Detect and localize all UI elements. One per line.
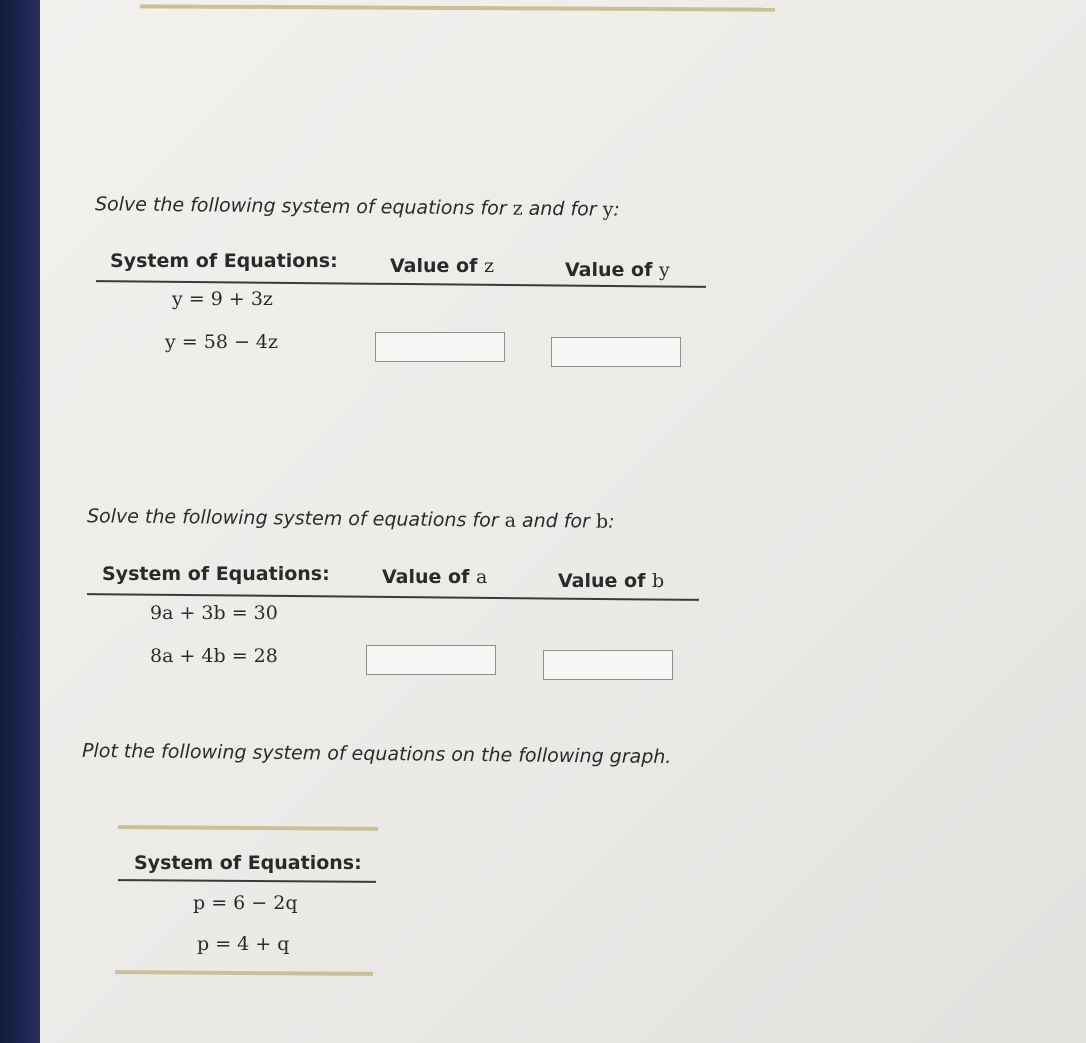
- problem-1-equation-1: y = 9 + 3z: [172, 288, 273, 310]
- problem-2-prompt-colon: :: [608, 510, 615, 533]
- problem-1-header-value-y: [565, 259, 670, 281]
- problem-1-var-z: z: [512, 197, 523, 220]
- problem-1-prompt-colon: :: [613, 198, 620, 221]
- problem-2-equation-1: 9a + 3b = 30: [150, 602, 278, 624]
- answer-b-input[interactable]: [543, 650, 673, 680]
- plot-equation-1: p = 6 − 2q: [193, 892, 298, 914]
- problem-2-header-system: System of Equations:: [102, 563, 330, 585]
- problem-2-equation-2: 8a + 4b = 28: [150, 645, 278, 667]
- problem-1-header-value-z-label: Value of: [390, 255, 484, 277]
- answer-y-input[interactable]: [551, 337, 681, 367]
- plot-prompt: Plot the following system of equations on the following graph.: [81, 739, 672, 769]
- problem-2-header-value-a: [382, 566, 487, 588]
- answer-a-input[interactable]: [366, 645, 496, 675]
- problem-1-equation-2: y = 58 − 4z: [165, 331, 279, 353]
- problem-1-header-system: System of Equations:: [110, 250, 338, 272]
- problem-2-header-value-b: [558, 570, 664, 592]
- problem-1-header-z: z: [483, 255, 494, 277]
- plot-header-system: System of Equations:: [134, 852, 362, 874]
- problem-1-header-value-z: [390, 255, 494, 277]
- plot-equation-2: p = 4 + q: [197, 933, 290, 955]
- monitor-bezel: [0, 0, 40, 1043]
- problem-2-header-value-a-label: Value of: [382, 566, 476, 588]
- problem-1-header-value-y-label: Value of: [565, 259, 659, 281]
- problem-1-var-y: y: [602, 198, 614, 221]
- answer-z-input[interactable]: [375, 332, 505, 362]
- problem-1-header-y: y: [658, 259, 670, 281]
- problem-2-var-b: b: [595, 510, 609, 533]
- problem-2-header-value-b-label: Value of: [558, 570, 652, 592]
- problem-1-prompt-text: Solve the following system of equations for: [94, 193, 513, 220]
- problem-2-prompt-text: Solve the following system of equations for: [86, 505, 505, 532]
- problem-2-header-b: b: [651, 570, 665, 592]
- problem-1-prompt-mid: and for: [522, 197, 603, 221]
- problem-2-var-a: a: [504, 509, 517, 532]
- problem-2-prompt-mid: and for: [515, 509, 597, 533]
- problem-2-header-a: a: [475, 566, 488, 588]
